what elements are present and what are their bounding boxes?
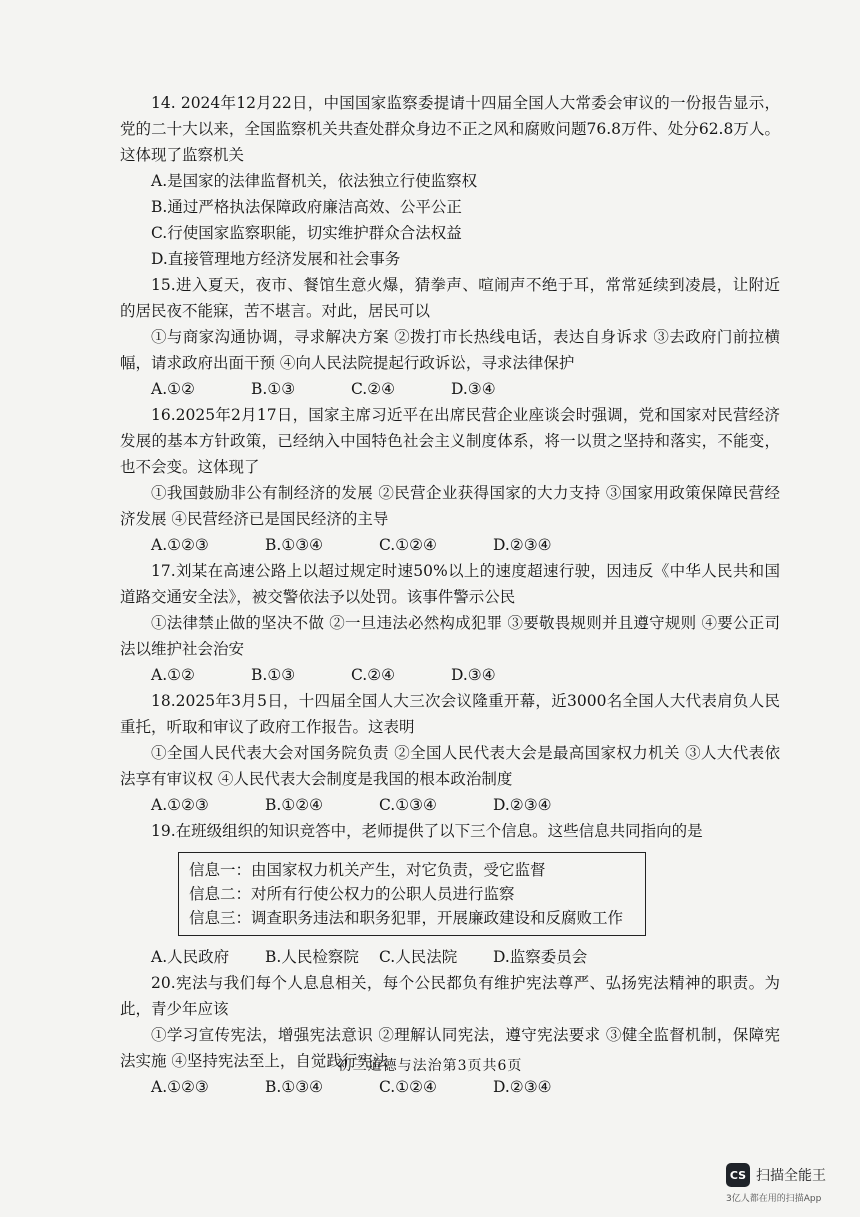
camscanner-logo-icon: CS: [726, 1163, 750, 1187]
option-a: A.人民政府: [151, 948, 230, 966]
option-b: B.通过严格执法保障政府廉洁高效、公平公正: [151, 198, 462, 216]
scanner-watermark: [726, 1163, 838, 1204]
option-a: A.①②: [151, 380, 195, 398]
option-c: C.②④: [351, 380, 396, 398]
option-d: D.监察委员会: [493, 948, 588, 966]
question-statements: ①全国人民代表大会对国务院负责 ②全国人民代表大会是最高国家权力机关 ③人大代表依法享有审议权 ④人民代表大会制度是我国的根本政治制度: [120, 744, 780, 788]
question-19: [120, 818, 780, 970]
question-statements: ①与商家沟通协调，寻求解决方案 ②拨打市长热线电话，表达自身诉求 ③去政府门前拉横幅，请求政府出面干预 ④向人民法院提起行政诉讼，寻求法律保护: [120, 328, 780, 372]
option-row: [120, 662, 780, 688]
question-stem: 20.宪法与我们每个人息息相关，每个公民都负有维护宪法尊严、弘扬宪法精神的职责。为此，青少年应该: [120, 974, 780, 1018]
option-a: A.①②: [151, 666, 195, 684]
option-b: B.①③④: [265, 1078, 324, 1096]
option-c: C.人民法院: [379, 948, 458, 966]
info-line-3: 信息三：调查职务违法和职务犯罪，开展廉政建设和反腐败工作: [189, 909, 624, 927]
option-row: [120, 792, 780, 818]
option-c: C.②④: [351, 666, 396, 684]
question-15: [120, 272, 780, 402]
info-line-2: 信息二：对所有行使公权力的公职人员进行监察: [189, 885, 515, 903]
question-list: [120, 90, 780, 1100]
option-a: A.①②③: [151, 536, 209, 554]
option-row: [120, 944, 780, 970]
question-stem: 18.2025年3月5日，十四届全国人大三次会议隆重开幕，近3000名全国人大代表肩负人民重托，听取和审议了政府工作报告。这表明: [120, 692, 780, 736]
option-c: C.①③④: [379, 796, 437, 814]
option-b: B.①③④: [265, 536, 324, 554]
info-line-1: 信息一：由国家权力机关产生，对它负责，受它监督: [189, 861, 546, 879]
question-stem: 15.进入夏天，夜市、餐馆生意火爆，猜拳声、喧闹声不绝于耳，常常延续到凌晨，让附近的居民夜不能寐，苦不堪言。对此，居民可以: [120, 276, 780, 320]
option-b: B.①②④: [265, 796, 324, 814]
question-stem: 19.在班级组织的知识竞答中，老师提供了以下三个信息。这些信息共同指向的是: [151, 822, 703, 840]
question-stem: 16.2025年2月17日，国家主席习近平在出席民营企业座谈会时强调，党和国家对民营经济发展的基本方针政策，已经纳入中国特色社会主义制度体系，将一以贯之坚持和落实，不能变，也不会变。这体现了: [120, 406, 780, 476]
option-c: C.①②④: [379, 536, 437, 554]
brand-name: 扫描全能王: [756, 1168, 826, 1184]
question-17: [120, 558, 780, 688]
brand-tagline: 3亿人都在用的扫描App: [726, 1194, 822, 1204]
question-20: [120, 970, 780, 1100]
question-statements: ①我国鼓励非公有制经济的发展 ②民营企业获得国家的大力支持 ③国家用政策保障民营经济发展 ④民营经济已是国民经济的主导: [120, 484, 780, 528]
option-d: D.②③④: [493, 796, 552, 814]
question-14: [120, 90, 780, 272]
question-18: [120, 688, 780, 818]
option-b: B.①③: [251, 380, 296, 398]
question-statements: ①学习宣传宪法，增强宪法意识 ②理解认同宪法，遵守宪法要求 ③健全监督机制，保障宪法实施 ④坚持宪法至上，自觉践行宪法: [120, 1026, 780, 1070]
option-d: D.②③④: [493, 1078, 552, 1096]
option-d: D.直接管理地方经济发展和社会事务: [151, 250, 401, 268]
question-stem: 14. 2024年12月22日，中国国家监察委提请十四届全国人大常委会审议的一份报告显示，党的二十大以来，全国监察机关共查处群众身边不正之风和腐败问题76.8万件、处分62.8万人。这体现了监察机关: [120, 94, 780, 164]
question-16: [120, 402, 780, 558]
option-c: C.①②④: [379, 1078, 437, 1096]
option-b: B.人民检察院: [265, 948, 359, 966]
option-a: A.是国家的法律监督机关，依法独立行使监察权: [151, 172, 478, 190]
question-stem: 17.刘某在高速公路上以超过规定时速50%以上的速度超速行驶，因违反《中华人民共和国道路交通安全法》，被交警依法予以处罚。该事件警示公民: [120, 562, 780, 606]
option-b: B.①③: [251, 666, 296, 684]
option-a: A.①②③: [151, 796, 209, 814]
option-c: C.行使国家监察职能，切实维护群众合法权益: [151, 224, 462, 242]
info-box: [178, 852, 646, 936]
option-row: [120, 532, 780, 558]
page-footer: 初三道德与法治第3页共6页: [337, 1058, 523, 1074]
option-a: A.①②③: [151, 1078, 209, 1096]
option-row: [120, 1074, 780, 1100]
option-d: D.③④: [451, 380, 496, 398]
option-d: D.②③④: [493, 536, 552, 554]
question-statements: ①法律禁止做的坚决不做 ②一旦违法必然构成犯罪 ③要敬畏规则并且遵守规则 ④要公正司法以维护社会治安: [120, 614, 780, 658]
option-row: [120, 376, 780, 402]
option-d: D.③④: [451, 666, 496, 684]
